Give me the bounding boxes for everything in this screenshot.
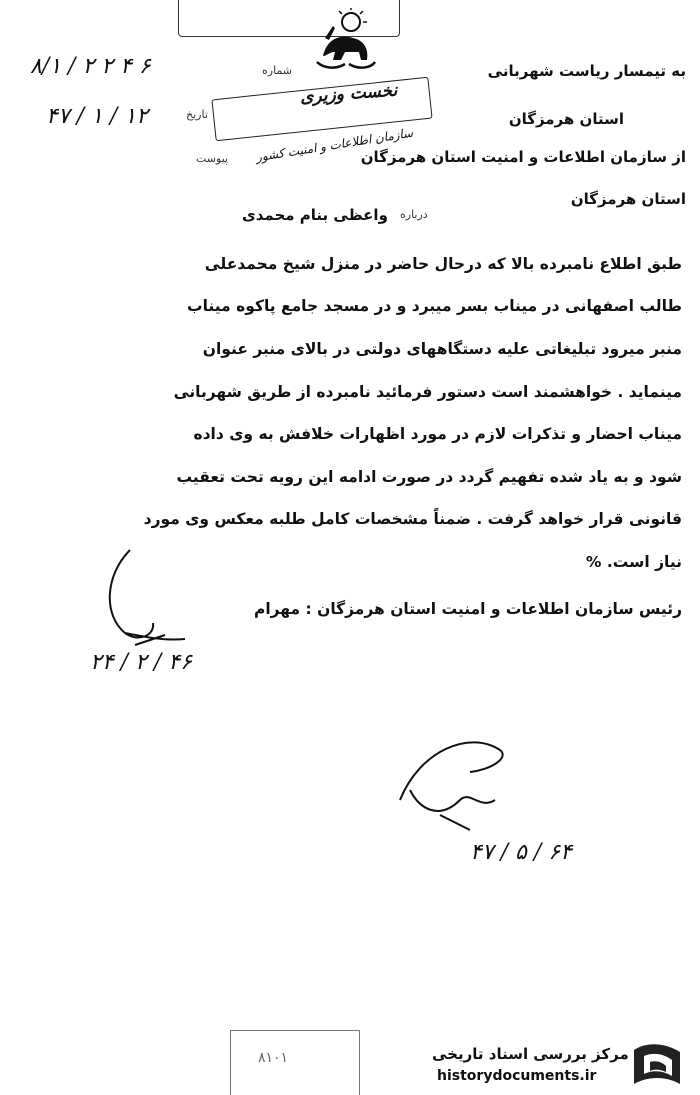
province-line: استان هرمزگان: [508, 110, 624, 128]
date-value: ۴۷ / ۱ / ۱۲: [46, 104, 148, 129]
date-label: تاریخ: [186, 108, 208, 121]
logo-text-fa: مرکز بررسی اسناد تاریخی: [432, 1045, 629, 1063]
subject-label: درباره: [400, 208, 428, 221]
number-value: ۸/۱ / ۲ ۲ ۴ ۶: [30, 54, 151, 79]
attachment-label: پیوست: [196, 152, 229, 165]
date-note-1: ۲۴ / ۲ / ۴۶: [90, 650, 192, 675]
office-stamp-text: سازمان اطلاعات و امنیت کشور: [254, 125, 414, 165]
signature-scribble-2: [380, 730, 520, 840]
signature-title: رئیس سازمان اطلاعات و امنیت استان هرمزگان : مهرام: [253, 600, 682, 618]
logo-text-en: historydocuments.ir: [437, 1068, 597, 1084]
date-note-2: ۴۷ / ۵ / ۶۴: [470, 840, 572, 865]
body-line-5: میناب احضار و تذکرات لازم در مورد اظهارات خلافش به وی داده: [193, 425, 682, 443]
signature-scribble-1: [95, 545, 195, 655]
body-line-7: قانونی قرار خواهد گرفت . ضمناً مشخصات کامل طلبه معکس وی مورد: [143, 510, 682, 528]
body-line-4: مینماید . خواهشمند است دستور فرمائید نامبرده از طریق شهربانی: [173, 383, 682, 401]
province-line-2: استان هرمزگان: [570, 190, 686, 208]
recipient-line: به تیمسار ریاست شهربانی: [487, 62, 686, 80]
number-label: شماره: [262, 64, 293, 77]
body-line-1: طبق اطلاع نامبرده بالا که درحال حاضر در منزل شیخ محمدعلی: [204, 255, 682, 273]
body-line-3: منبر میرود تبلیغاتی علیه دستگاههای دولتی در بالای منبر عنوان: [202, 340, 682, 358]
body-line-6: شود و به یاد شده تفهیم گردد در صورت ادامه این رویه تحت تعقیب: [176, 468, 682, 486]
subject-value: واعظی بنام محمدی: [242, 206, 388, 224]
lion-and-sun-emblem-icon: [305, 8, 385, 76]
archive-logo-icon: [630, 1040, 686, 1090]
archive-number: ۸۱۰۱: [258, 1050, 289, 1066]
body-line-2: طالب اصفهانی در میناب بسر میبرد و در مسجد جامع پاکوه میناب: [187, 297, 682, 315]
archive-stamp-box: [230, 1030, 360, 1095]
from-line: از سازمان اطلاعات و امنیت استان هرمزگان: [360, 148, 686, 166]
approval-stamp-text: نخست وزیری: [299, 80, 398, 108]
body-line-8: نیاز است. %: [585, 553, 682, 571]
